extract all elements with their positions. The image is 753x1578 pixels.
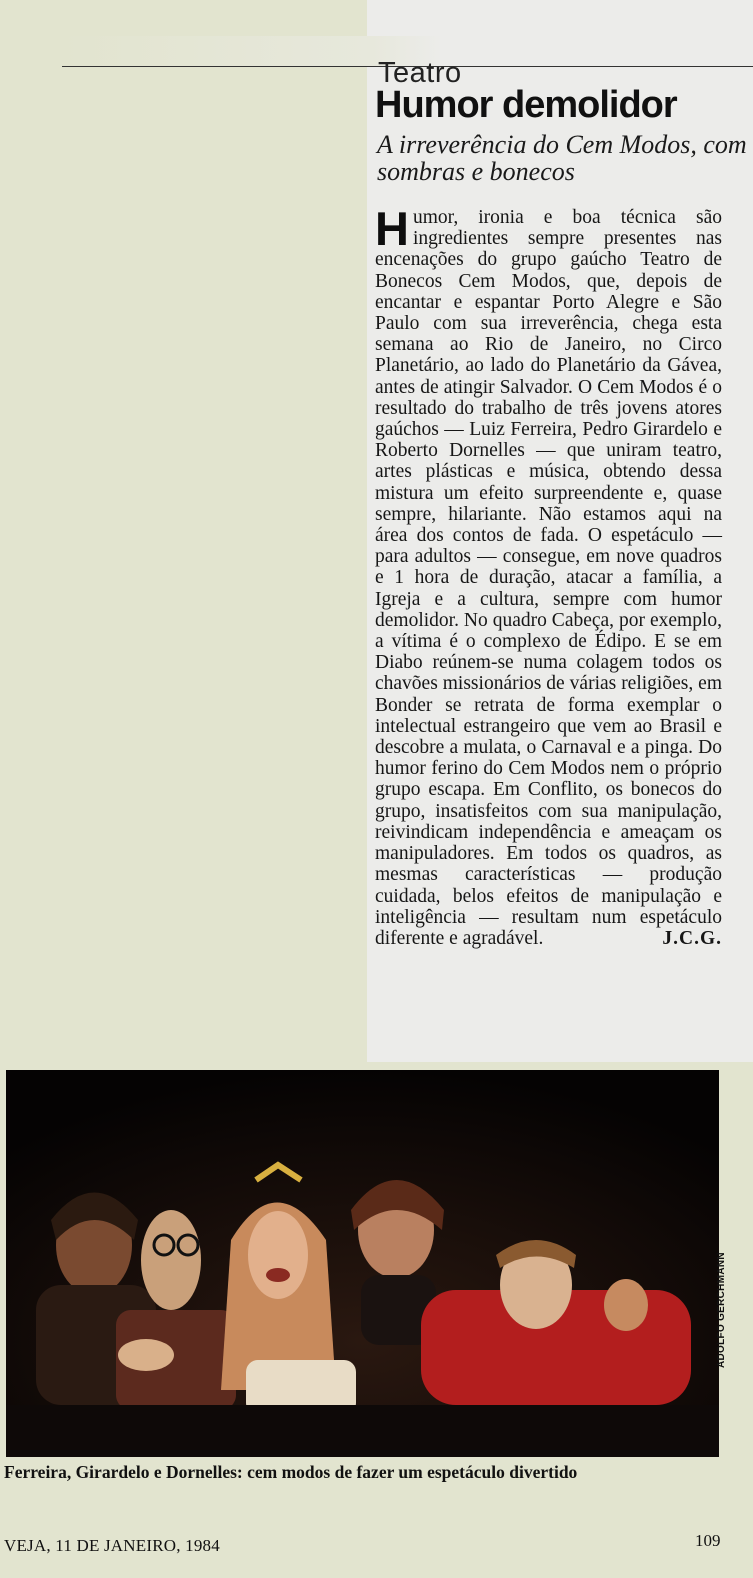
drop-cap: H bbox=[375, 202, 409, 255]
page-number: 109 bbox=[695, 1531, 721, 1550]
puppet-photo bbox=[6, 1070, 719, 1457]
article-body bbox=[375, 202, 722, 949]
deck: A irreverência do Cem Modos, com sombras e bonecos bbox=[377, 130, 747, 186]
section-label: Teatro bbox=[378, 57, 462, 89]
photo-caption: Ferreira, Girardelo e Dornelles: cem modos de fazer um espetáculo divertido bbox=[4, 1462, 578, 1482]
photo-credit: ADOLFO GERCHMANN bbox=[716, 1252, 727, 1368]
puppet-photo-illustration bbox=[6, 1070, 719, 1457]
publication-footer: VEJA, 11 DE JANEIRO, 1984 bbox=[4, 1536, 220, 1555]
byline: J.C.G. bbox=[662, 927, 722, 949]
headline: Humor demolidor bbox=[375, 84, 677, 126]
article-text: umor, ironia e boa técnica são ingredientes sempre presentes nas encenações do grupo gaúcho Teatro de Bonecos Cem Modos, que, depois de encantar e espantar Porto Alegre e São Paulo com sua irreverência, chega esta semana ao Rio de Janeiro, no Circo Planetário, ao lado do Planetário da Gávea, antes de atingir Salvador. O Cem Modos é o resultado do trabalho de três jovens atores gaúchos — Luiz Ferreira, Pedro Girardelo e Roberto Dornelles — que uniram teatro, artes plásticas e música, obtendo dessa mistura um efeito surpreendente e, quase sempre, hilariante. Não estamos aqui na área dos contos de fada. O espetáculo — para adultos — consegue, em nove quadros e 1 hora de duração, atacar a família, a Igreja e a cultura, sempre com humor demolidor. No quadro Cabeça, por exemplo, a vítima é o complexo de Édipo. E se em Diabo reúnem-se numa colagem todos os chavões missionários de várias religiões, em Bonder se retrata de forma exemplar o intelectual estrangeiro que vem ao Brasil e descobre a mulata, o Carnaval e a pinga. Do humor ferino do Cem Modos nem o próprio grupo escapa. Em Conflito, os bonecos do grupo, insatisfeitos com sua manipulação, reivindicam independência e ameaçam os manipuladores. Em todos os quadros, as mesmas características — produção cuidada, belos efeitos de manipulação e inteligência — resultam num espetáculo diferente e agradável. bbox=[375, 207, 722, 949]
